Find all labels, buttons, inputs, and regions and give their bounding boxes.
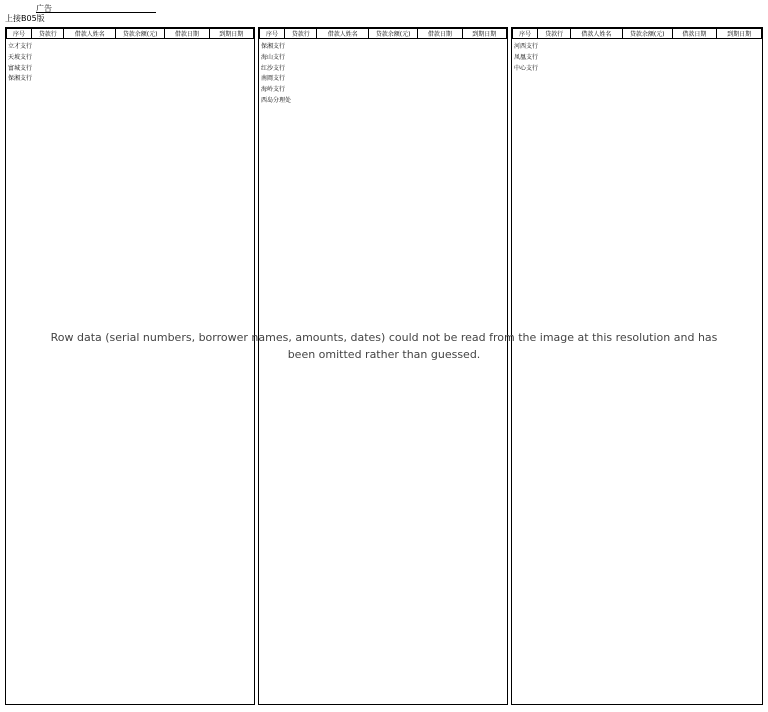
col-header: 贷款余额(元) bbox=[369, 29, 418, 39]
col-header: 借款日期 bbox=[418, 29, 462, 39]
col-header: 序号 bbox=[7, 29, 32, 39]
col-header: 借款人姓名 bbox=[64, 29, 116, 39]
branch-name: 红沙支行 bbox=[261, 64, 286, 72]
table-panel-1 bbox=[5, 27, 255, 705]
table-header-2 bbox=[259, 28, 507, 39]
omitted-data-notice: Row data (serial numbers, borrower names, amounts, dates) could not be read from the image at this resolution and has been omitted rather than guessed. bbox=[50, 331, 718, 361]
subtitle: 上接B05版 bbox=[5, 14, 45, 23]
branch-name: 西岛分理处 bbox=[261, 96, 292, 104]
header-title: 广告 bbox=[36, 4, 52, 13]
branch-name: 河西支行 bbox=[514, 43, 539, 50]
col-header: 借款日期 bbox=[165, 29, 209, 39]
col-header: 到期日期 bbox=[717, 29, 762, 39]
col-header: 到期日期 bbox=[209, 29, 253, 39]
branch-name: 保湘支行 bbox=[8, 75, 33, 83]
branch-list bbox=[261, 42, 291, 107]
col-header: 到期日期 bbox=[462, 29, 506, 39]
col-header: 贷款行 bbox=[538, 29, 571, 39]
col-header: 借款人姓名 bbox=[317, 29, 369, 39]
branch-name: 海岭支行 bbox=[261, 86, 286, 94]
branch-name: 中心支行 bbox=[514, 64, 539, 72]
col-header: 序号 bbox=[260, 29, 285, 39]
col-header: 贷款余额(元) bbox=[622, 29, 672, 39]
branch-name: 南岡支行 bbox=[261, 75, 286, 83]
branch-name: 立才支行 bbox=[8, 43, 33, 50]
branch-list bbox=[514, 42, 538, 74]
col-header: 借款人姓名 bbox=[570, 29, 622, 39]
branch-name: 富城支行 bbox=[8, 64, 33, 72]
table-header-1 bbox=[6, 28, 254, 39]
table-header-3 bbox=[512, 28, 762, 39]
col-header: 贷款行 bbox=[32, 29, 64, 39]
branch-name: 凤凰支行 bbox=[514, 53, 539, 61]
table-panel-3 bbox=[511, 27, 763, 705]
branch-name: 海山支行 bbox=[261, 53, 286, 61]
table-panel-2 bbox=[258, 27, 508, 705]
branch-list bbox=[8, 42, 32, 85]
col-header: 贷款余额(元) bbox=[116, 29, 165, 39]
branch-name: 天坡支行 bbox=[8, 53, 33, 61]
branch-name: 保湘支行 bbox=[261, 43, 286, 50]
col-header: 借款日期 bbox=[672, 29, 717, 39]
col-header: 序号 bbox=[513, 29, 538, 39]
header-rule bbox=[36, 12, 156, 13]
col-header: 贷款行 bbox=[285, 29, 317, 39]
